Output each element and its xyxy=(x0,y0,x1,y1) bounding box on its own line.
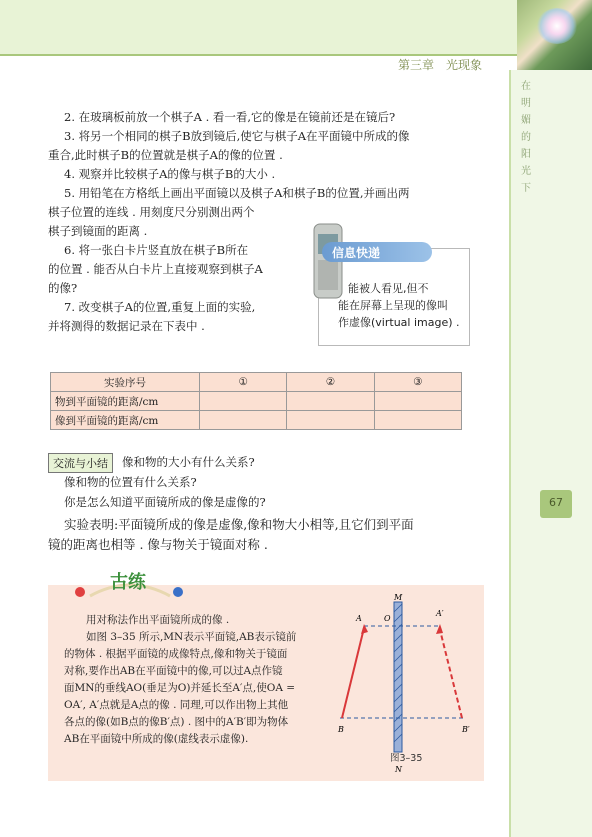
example-text xyxy=(64,612,334,748)
table-cell xyxy=(374,411,461,430)
discuss-question-3: 你是怎么知道平面镜所成的像是虚像的? xyxy=(64,495,266,509)
page-number: 67 xyxy=(549,496,563,509)
label-a-prime: A′ xyxy=(436,609,444,618)
discuss-question-2: 像和物的位置有什么关系? xyxy=(64,475,197,489)
conclusion xyxy=(48,515,474,555)
table-row-label: 物到平面镜的距离/cm xyxy=(51,392,200,411)
mirror-diagram xyxy=(332,590,482,775)
sidebar-char: 在 xyxy=(521,81,531,92)
label-o: O xyxy=(384,614,391,623)
image-a2b2 xyxy=(440,630,462,718)
step-2: 2. 在玻璃板前放一个棋子A . 看一看,它的像是在镜前还是在镜后? xyxy=(64,110,396,124)
step-6: 6. 将一张白卡片竖直放在棋子B所在 xyxy=(64,243,249,257)
sidebar-char: 明 xyxy=(521,98,531,109)
table-cell xyxy=(200,392,287,411)
example-line: 用对称法作出平面镜所成的像 . xyxy=(86,614,230,626)
table-cell xyxy=(374,392,461,411)
table-header-row xyxy=(51,373,462,392)
conclusion-line: 实验表明:平面镜所成的像是虚像,像和物大小相等,且它们到平面 xyxy=(64,517,414,532)
example-line: 面MN的垂线AO(垂足为O)并延长至A′点,使OA = xyxy=(64,682,296,694)
table-header: ③ xyxy=(374,373,461,392)
step-6-cont2: 的像? xyxy=(48,281,78,295)
step-5-cont2: 棋子到镜面的距离 . xyxy=(48,224,148,238)
example-line: 如图 3–35 所示,MN表示平面镜,AB表示镜前 xyxy=(86,631,297,643)
example-line: AB在平面镜中所成的像(虚线表示虚像). xyxy=(64,733,249,745)
info-title: 信息快递 xyxy=(332,246,381,260)
info-text xyxy=(338,280,464,331)
figure-caption: 图3–35 xyxy=(390,753,423,764)
example-line: 对称,要作出AB在平面镜中的像,可以过A点作镜 xyxy=(64,665,283,677)
chapter-title: 第三章 光现象 xyxy=(398,58,483,72)
discuss-question-1: 像和物的大小有什么关系? xyxy=(122,455,255,469)
data-table xyxy=(50,372,462,430)
table-cell xyxy=(287,392,374,411)
step-7-cont: 并将测得的数据记录在下表中 . xyxy=(48,319,205,333)
example-line: 各点的像(如B点的像B′点) . 图中的A′B′即为物体 xyxy=(64,716,289,728)
sidebar-char: 的 xyxy=(521,132,531,143)
label-b: B xyxy=(338,725,344,734)
header-image-glow xyxy=(537,8,577,44)
step-5: 5. 用铅笔在方格纸上画出平面镜以及棋子A和棋子B的位置,并画出两 xyxy=(64,186,410,200)
sidebar-char: 光 xyxy=(521,166,531,177)
conclusion-line: 镜的距离也相等 . 像与物关于镜面对称 . xyxy=(48,537,268,552)
step-3-cont: 重合,此时棋子B的位置就是棋子A的像的位置 . xyxy=(48,148,283,162)
step-5-cont: 棋子位置的连线 . 用刻度尺分别测出两个 xyxy=(48,205,255,219)
example-badge-label: 古练 xyxy=(110,572,146,593)
sidebar-char: 媚 xyxy=(521,115,531,126)
table-header: ② xyxy=(287,373,374,392)
info-line: 作虚像(virtual image) . xyxy=(338,316,460,329)
table-header: 实验序号 xyxy=(51,373,200,392)
object-ab xyxy=(342,628,364,718)
mirror-mn xyxy=(394,602,402,752)
header-band xyxy=(0,0,592,54)
label-b-prime: B′ xyxy=(462,725,470,734)
sidebar-rule xyxy=(509,70,511,837)
label-n: N xyxy=(395,765,402,774)
step-3: 3. 将另一个相同的棋子B放到镜后,使它与棋子A在平面镜中所成的像 xyxy=(64,129,410,143)
table-row xyxy=(51,411,462,430)
step-4: 4. 观察并比较棋子A的像与棋子B的大小 . xyxy=(64,167,276,181)
info-line: 能在屏幕上呈现的像叫 xyxy=(338,299,448,312)
sidebar-vertical-title xyxy=(519,78,533,197)
table-row xyxy=(51,392,462,411)
table-row-label: 像到平面镜的距离/cm xyxy=(51,411,200,430)
table-cell xyxy=(287,411,374,430)
label-m: M xyxy=(394,593,403,602)
step-7: 7. 改变棋子A的位置,重复上面的实验, xyxy=(64,300,256,314)
sidebar-char: 阳 xyxy=(521,149,531,160)
table-cell xyxy=(200,411,287,430)
step-6-cont: 的位置 . 能否从白卡片上直接观察到棋子A xyxy=(48,262,263,276)
label-a: A xyxy=(356,614,362,623)
info-line: 能被人看见,但不 xyxy=(348,282,429,295)
example-line: OA′, A′点就是A点的像 . 同理,可以作出物上其他 xyxy=(64,699,289,711)
discuss-tag: 交流与小结 xyxy=(48,453,113,473)
sidebar-char: 下 xyxy=(521,183,531,194)
table-header: ① xyxy=(200,373,287,392)
example-line: 的物体 . 根据平面镜的成像特点,像和物关于镜面 xyxy=(64,648,288,660)
